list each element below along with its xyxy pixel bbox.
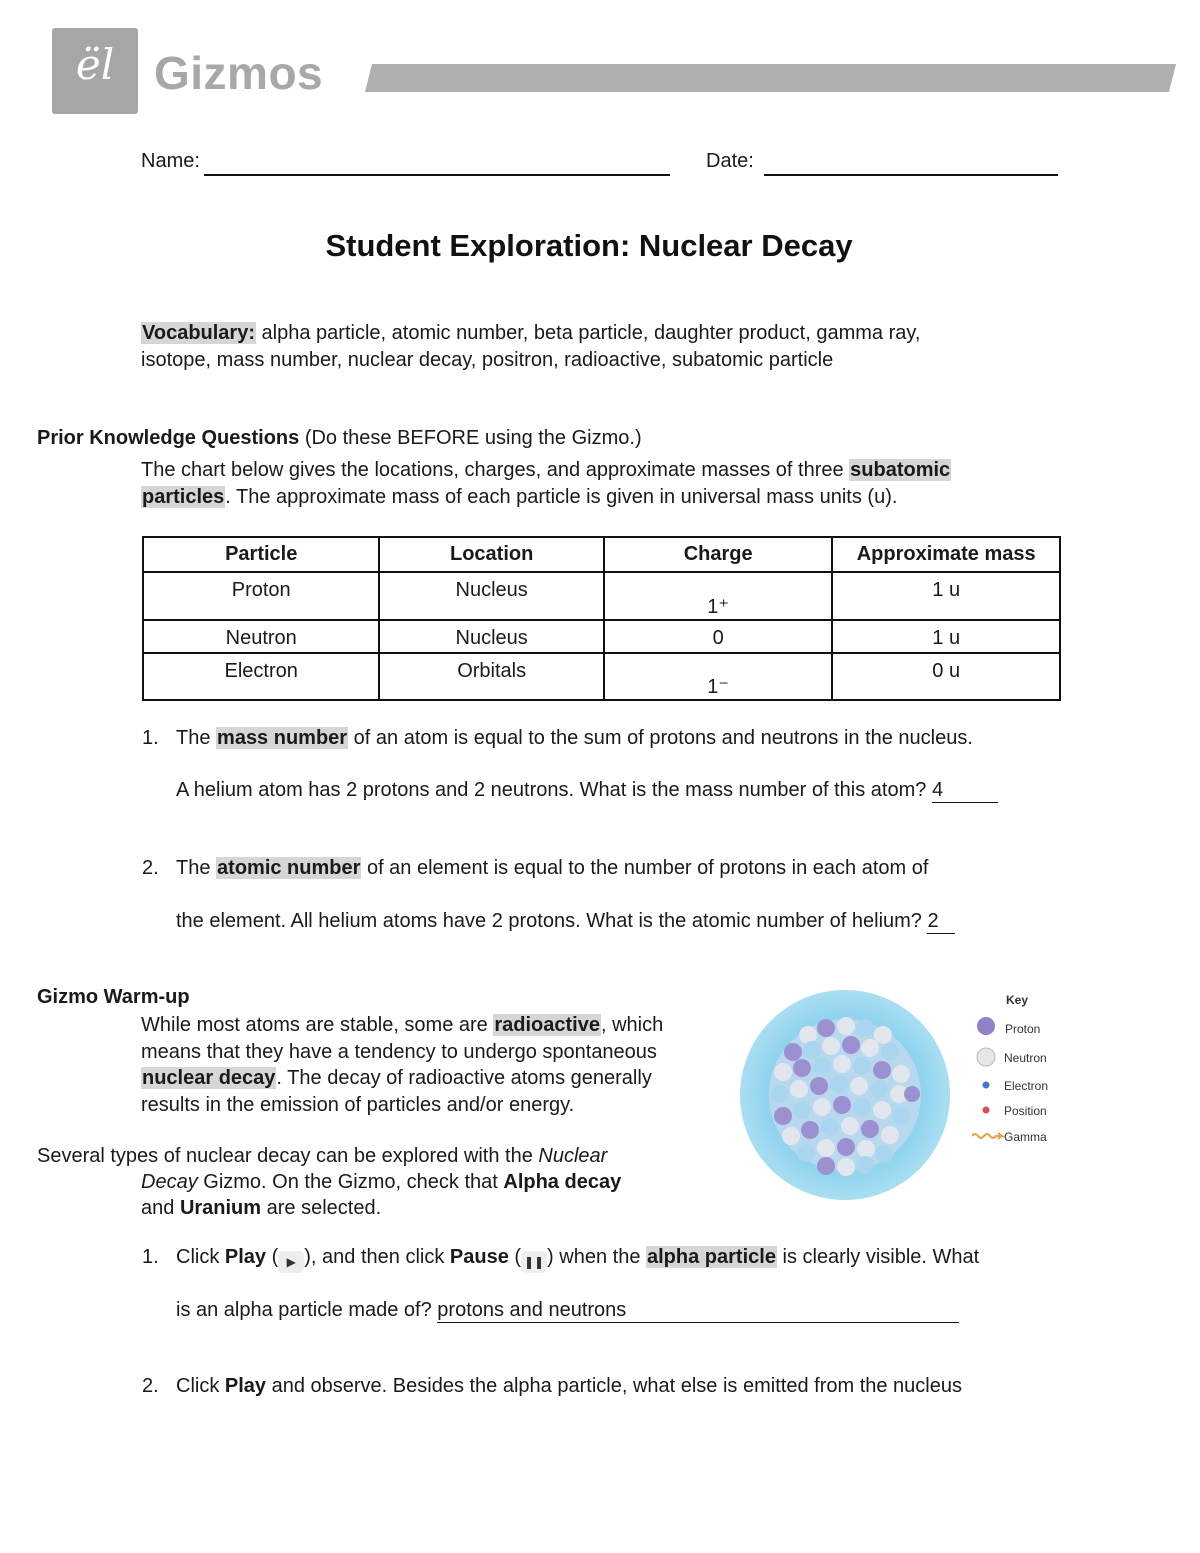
q2-question bbox=[176, 910, 1076, 934]
key-swatches bbox=[972, 1012, 1006, 1146]
cell-location: Nucleus bbox=[379, 572, 604, 620]
warmup-heading bbox=[37, 986, 190, 1009]
term-subatomic: subatomic bbox=[850, 459, 951, 481]
q1-answer: 4 bbox=[931, 779, 944, 801]
warmup-s3b: Uranium bbox=[179, 1197, 262, 1219]
warmup-s3c: are selected. bbox=[261, 1197, 382, 1219]
prior-intro-b: . The approximate mass of each particle is given in universal mass units (u). bbox=[225, 486, 898, 508]
key-position: Position bbox=[1004, 1104, 1047, 1118]
pause-icon: ❚❚ bbox=[521, 1251, 547, 1273]
header-particle: Particle bbox=[143, 537, 379, 572]
cell-charge bbox=[604, 572, 832, 620]
w1-answer: protons and neutrons bbox=[437, 1299, 627, 1321]
term-atomic-number: atomic number bbox=[217, 857, 361, 879]
w1-number: 1. bbox=[142, 1246, 159, 1268]
cell-mass: 1 u bbox=[832, 572, 1060, 620]
warmup-s2i: Decay bbox=[141, 1171, 198, 1193]
key-neutron: Neutron bbox=[1004, 1051, 1047, 1065]
q1-answer-field[interactable] bbox=[932, 779, 998, 803]
warmup-instructions bbox=[37, 1143, 697, 1221]
electron-swatch bbox=[983, 1082, 990, 1089]
q1-pre: The bbox=[176, 727, 217, 749]
prior-heading-note: (Do these BEFORE using the Gizmo.) bbox=[299, 427, 642, 449]
q2-number: 2. bbox=[142, 857, 159, 879]
table-row bbox=[143, 620, 1060, 653]
header-location: Location bbox=[379, 537, 604, 572]
w1-question bbox=[176, 1299, 1076, 1323]
w1-c: ), and then click bbox=[304, 1246, 450, 1268]
key-gamma: Gamma bbox=[1004, 1130, 1047, 1144]
q1-question bbox=[176, 779, 1076, 803]
w2-a: Click bbox=[176, 1375, 225, 1397]
prior-intro-a: The chart below gives the locations, charges, and approximate masses of three bbox=[141, 459, 850, 481]
warmup-heading-text: Gizmo Warm-up bbox=[37, 986, 190, 1008]
cell-location: Orbitals bbox=[379, 653, 604, 700]
q2-answer: 2 bbox=[927, 910, 939, 932]
w1-pause: Pause bbox=[449, 1246, 509, 1268]
cell-location: Nucleus bbox=[379, 620, 604, 653]
q2-statement bbox=[176, 857, 1076, 880]
cell-charge bbox=[604, 653, 832, 700]
w1-f: is clearly visible. What bbox=[776, 1246, 980, 1268]
header-charge: Charge bbox=[604, 537, 832, 572]
positron-swatch bbox=[983, 1107, 990, 1114]
prior-intro bbox=[141, 457, 1041, 511]
w1-statement bbox=[176, 1246, 1076, 1273]
q1-number: 1. bbox=[142, 727, 159, 749]
cell-particle: Proton bbox=[143, 572, 379, 620]
cell-particle: Electron bbox=[143, 653, 379, 700]
name-field[interactable] bbox=[204, 150, 670, 176]
w2-play: Play bbox=[224, 1375, 267, 1397]
date-label: Date: bbox=[706, 150, 754, 172]
warmup-s2a: Gizmo. On the Gizmo, check that bbox=[197, 1171, 504, 1193]
term-alpha-particle: alpha particle bbox=[647, 1246, 776, 1268]
w1-d: ( bbox=[508, 1246, 522, 1268]
w1-question-text: is an alpha particle made of? bbox=[176, 1299, 438, 1321]
charge-value: 1⁻ bbox=[707, 676, 729, 698]
term-radioactive: radioactive bbox=[494, 1014, 600, 1036]
warmup-s3a: and bbox=[141, 1197, 180, 1219]
gamma-swatch bbox=[972, 1133, 1002, 1139]
w1-answer-field[interactable] bbox=[437, 1299, 959, 1323]
table-row bbox=[143, 572, 1060, 620]
warmup-l3b: . The decay of radioactive atoms generally bbox=[276, 1067, 652, 1089]
date-field[interactable] bbox=[764, 150, 1058, 176]
vocabulary-line2: isotope, mass number, nuclear decay, positron, radioactive, subatomic particle bbox=[141, 349, 834, 371]
cell-charge: 0 bbox=[604, 620, 832, 653]
warmup-l1a: While most atoms are stable, some are bbox=[141, 1014, 494, 1036]
warmup-intro bbox=[141, 1012, 741, 1118]
warmup-s1i: Nuclear bbox=[538, 1145, 608, 1167]
term-nuclear-decay: nuclear decay bbox=[142, 1067, 276, 1089]
warmup-s1a: Several types of nuclear decay can be explored with the bbox=[37, 1145, 539, 1167]
vocabulary-line1: alpha particle, atomic number, beta particle, daughter product, gamma ray, bbox=[256, 322, 921, 344]
page-title: Student Exploration: Nuclear Decay bbox=[325, 228, 853, 263]
q1-question-text: A helium atom has 2 protons and 2 neutrons. What is the mass number of this atom? bbox=[176, 779, 932, 801]
warmup-l2: means that they have a tendency to undergo spontaneous bbox=[141, 1040, 657, 1063]
table-header-row bbox=[143, 537, 1060, 572]
particle-table bbox=[142, 536, 1061, 701]
warmup-l1b: , which bbox=[600, 1014, 664, 1036]
header-mass: Approximate mass bbox=[832, 537, 1060, 572]
w1-play: Play bbox=[224, 1246, 267, 1268]
table-row bbox=[143, 653, 1060, 700]
q2-post: of an element is equal to the number of protons in each atom of bbox=[361, 857, 929, 879]
header-bar bbox=[365, 64, 1176, 92]
q2-question-text: the element. All helium atoms have 2 protons. What is the atomic number of helium? bbox=[176, 910, 928, 932]
explorelearning-logo: ël bbox=[75, 40, 115, 89]
w1-e: ) when the bbox=[547, 1246, 646, 1268]
w2-statement bbox=[176, 1375, 1096, 1398]
key-proton: Proton bbox=[1005, 1022, 1041, 1036]
cell-mass: 0 u bbox=[832, 653, 1060, 700]
vocabulary bbox=[141, 320, 1101, 374]
key-electron: Electron bbox=[1004, 1079, 1049, 1093]
w1-b: ( bbox=[266, 1246, 279, 1268]
name-label: Name: bbox=[141, 150, 200, 172]
warmup-s2b: Alpha decay bbox=[503, 1171, 622, 1193]
neutron-swatch bbox=[977, 1048, 995, 1066]
cell-mass: 1 u bbox=[832, 620, 1060, 653]
charge-value: 1⁺ bbox=[707, 596, 729, 618]
prior-heading-title: Prior Knowledge Questions bbox=[37, 427, 300, 449]
proton-swatch bbox=[977, 1017, 995, 1035]
q1-statement bbox=[176, 727, 1076, 750]
q2-pre: The bbox=[176, 857, 217, 879]
w2-number: 2. bbox=[142, 1375, 159, 1397]
prior-heading bbox=[37, 427, 642, 450]
vocabulary-label: Vocabulary: bbox=[142, 322, 255, 344]
play-icon: ▶ bbox=[278, 1251, 304, 1273]
w1-a: Click bbox=[176, 1246, 225, 1268]
w2-b: and observe. Besides the alpha particle, what else is emitted from the nucleus bbox=[266, 1375, 962, 1397]
cell-particle: Neutron bbox=[143, 620, 379, 653]
term-particles: particles bbox=[142, 486, 225, 508]
brand-name: Gizmos bbox=[154, 47, 324, 99]
q1-post: of an atom is equal to the sum of protons and neutrons in the nucleus. bbox=[348, 727, 973, 749]
q2-answer-field[interactable] bbox=[927, 910, 955, 934]
key-title: Key bbox=[1006, 993, 1029, 1007]
warmup-l4: results in the emission of particles and/or energy. bbox=[141, 1093, 575, 1116]
term-mass-number: mass number bbox=[217, 727, 348, 749]
